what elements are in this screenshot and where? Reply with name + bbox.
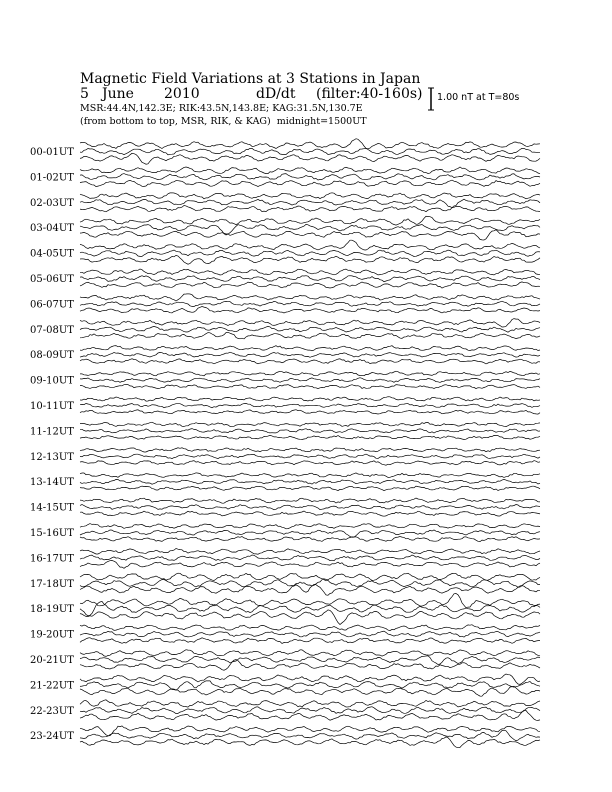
trace-rik bbox=[80, 301, 540, 306]
hour-label: 21-22UT bbox=[30, 680, 74, 692]
scale-bar bbox=[428, 88, 434, 110]
trace-rik bbox=[80, 174, 540, 180]
trace-rik bbox=[80, 429, 540, 433]
hour-label: 17-18UT bbox=[30, 578, 74, 590]
trace-kag bbox=[80, 397, 540, 401]
filter-label: (filter:40-160s) bbox=[316, 86, 423, 102]
trace-rik bbox=[80, 479, 540, 484]
trace-kag bbox=[80, 448, 540, 452]
hour-label: 15-16UT bbox=[30, 528, 74, 539]
trace-msr bbox=[80, 737, 540, 748]
date-day: 5 bbox=[80, 86, 89, 102]
trace-msr bbox=[80, 385, 540, 389]
scale-bar-label: 1.00 nT at T=80s bbox=[437, 92, 520, 103]
trace-msr bbox=[80, 710, 540, 720]
trace-kag bbox=[80, 674, 540, 684]
trace-msr bbox=[80, 282, 540, 288]
trace-msr bbox=[80, 206, 540, 212]
trace-kag bbox=[80, 726, 540, 736]
trace-msr bbox=[80, 435, 540, 439]
trace-msr bbox=[80, 660, 540, 671]
trace-kag bbox=[80, 573, 540, 580]
trace-kag bbox=[80, 650, 540, 657]
hour-label: 13-14UT bbox=[30, 477, 74, 489]
trace-kag bbox=[80, 167, 540, 174]
trace-msr bbox=[80, 511, 540, 516]
trace-kag bbox=[80, 524, 540, 529]
trace-rik bbox=[80, 580, 540, 588]
trace-kag bbox=[80, 422, 540, 426]
trace-rik bbox=[80, 681, 540, 690]
hour-label: 08-09UT bbox=[30, 350, 74, 362]
hour-label: 12-13UT bbox=[30, 451, 74, 463]
trace-msr bbox=[80, 486, 540, 491]
trace-kag bbox=[80, 498, 540, 503]
hour-label: 04-05UT bbox=[30, 248, 74, 260]
trace-rik bbox=[80, 250, 540, 257]
trace-kag bbox=[80, 473, 540, 478]
trace-msr bbox=[80, 255, 540, 264]
trace-kag bbox=[80, 269, 540, 275]
hour-label: 07-08UT bbox=[30, 324, 74, 336]
trace-msr bbox=[80, 686, 540, 696]
trace-msr bbox=[80, 610, 540, 625]
hour-label: 18-19UT bbox=[30, 604, 74, 616]
quantity-label: dD/dt bbox=[256, 86, 296, 102]
trace-kag bbox=[80, 139, 540, 149]
date-month: June bbox=[102, 86, 134, 102]
trace-rik bbox=[80, 707, 540, 714]
trace-kag bbox=[80, 240, 540, 250]
trace-rik bbox=[80, 656, 540, 665]
trace-rik bbox=[80, 199, 540, 208]
trace-msr bbox=[80, 230, 540, 240]
trace-kag bbox=[80, 216, 540, 225]
hour-label: 02-03UT bbox=[30, 197, 74, 209]
trace-kag bbox=[80, 371, 540, 376]
hour-label: 00-01UT bbox=[30, 147, 74, 158]
trace-rik bbox=[80, 555, 540, 561]
hour-label: 16-17UT bbox=[30, 553, 74, 565]
trace-msr bbox=[80, 410, 540, 414]
trace-msr bbox=[80, 561, 540, 569]
station-coordinates: MSR:44.4N,142.3E; RIK:43.5N,143.8E; KAG:31.5N,130.7E bbox=[80, 103, 363, 114]
hour-label: 06-07UT bbox=[30, 299, 74, 311]
trace-msr bbox=[80, 153, 540, 164]
trace-rik bbox=[80, 378, 540, 383]
trace-msr bbox=[80, 332, 540, 339]
trace-msr bbox=[80, 638, 540, 644]
trace-rik bbox=[80, 454, 540, 459]
hour-label: 09-10UT bbox=[30, 375, 74, 387]
trace-msr bbox=[80, 307, 540, 314]
hour-label: 10-11UT bbox=[30, 401, 74, 412]
trace-rik bbox=[80, 326, 540, 332]
trace-msr bbox=[80, 180, 540, 187]
chart-title: Magnetic Field Variations at 3 Stations in Japan bbox=[80, 71, 421, 87]
trace-kag bbox=[80, 294, 540, 301]
trace-msr bbox=[80, 537, 540, 542]
hour-label: 03-04UT bbox=[30, 223, 74, 235]
trace-rik bbox=[80, 276, 540, 282]
hour-label: 20-21UT bbox=[30, 655, 74, 666]
date-year: 2010 bbox=[164, 86, 200, 102]
hour-label: 01-02UT bbox=[30, 172, 74, 184]
trace-kag bbox=[80, 193, 540, 199]
midnight-note: midnight=1500UT bbox=[276, 116, 367, 127]
hour-label: 22-23UT bbox=[30, 705, 74, 717]
trace-rik bbox=[80, 148, 540, 155]
trace-kag bbox=[80, 346, 540, 351]
hour-label: 14-15UT bbox=[30, 502, 74, 514]
trace-rik bbox=[80, 530, 540, 537]
trace-rik bbox=[80, 601, 540, 615]
trace-rik bbox=[80, 352, 540, 357]
hour-label: 19-20UT bbox=[30, 629, 74, 641]
trace-kag bbox=[80, 594, 540, 608]
trace-msr bbox=[80, 584, 540, 595]
trace-rik bbox=[80, 631, 540, 637]
trace-kag bbox=[80, 319, 540, 327]
hour-label: 05-06UT bbox=[30, 274, 74, 285]
trace-msr bbox=[80, 359, 540, 364]
trace-rik bbox=[80, 505, 540, 510]
trace-rik bbox=[80, 730, 540, 741]
trace-kag bbox=[80, 700, 540, 707]
hour-label: 11-12UT bbox=[30, 426, 74, 438]
trace-kag bbox=[80, 625, 540, 631]
hour-label: 23-24UT bbox=[30, 731, 74, 743]
order-note: (from bottom to top, MSR, RIK, & KAG) bbox=[80, 116, 271, 127]
trace-kag bbox=[80, 549, 540, 555]
trace-msr bbox=[80, 461, 540, 466]
trace-rik bbox=[80, 403, 540, 407]
